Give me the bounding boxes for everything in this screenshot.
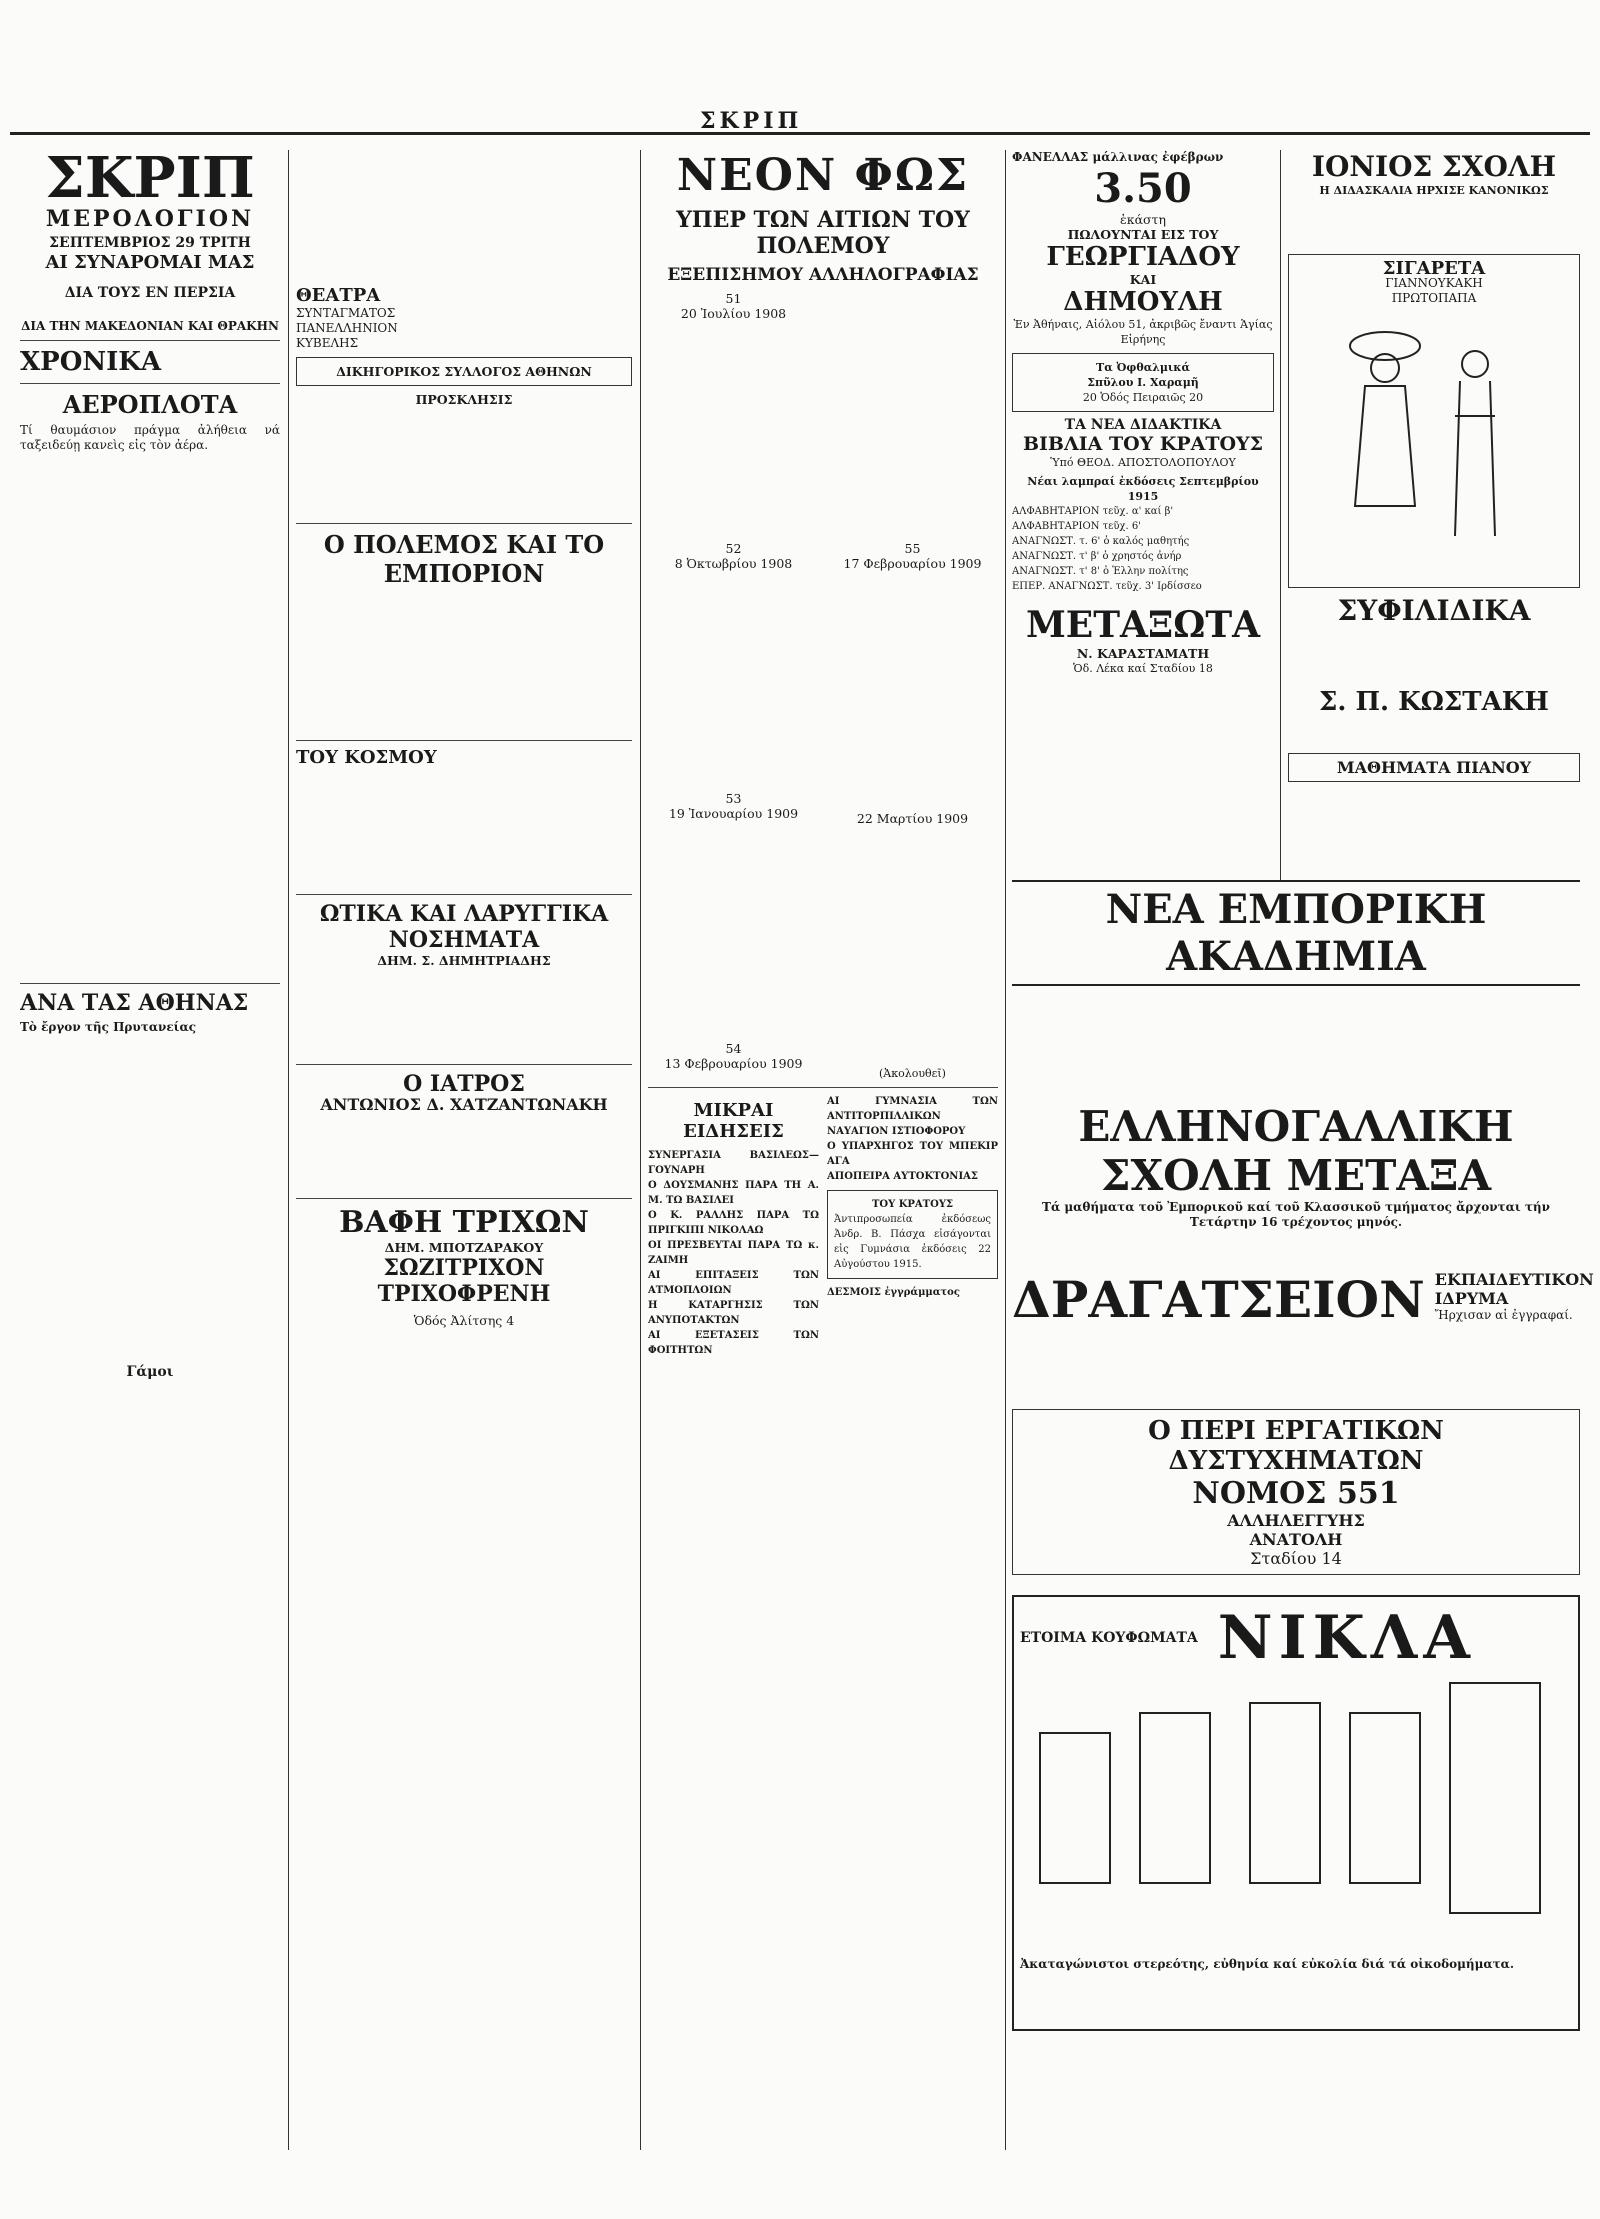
letter-body: [827, 571, 998, 811]
article-body: [296, 768, 632, 888]
theatre-item: ΠΑΝΕΛΛΗΝΙΟΝ: [296, 321, 398, 335]
column-5: [1288, 150, 1580, 870]
ad-title: ΜΕΤΑΞΩΤΑ: [1025, 604, 1261, 646]
ad-title: ΝΕΑ ΕΜΠΟΡΙΚΗ ΑΚΑΔΗΜΙΑ: [1012, 880, 1580, 986]
ad-body: Ἤρχισαν αἱ ἐγγραφαί.: [1434, 1308, 1573, 1322]
news-heading: Ο Κ. ΡΑΛΛΗΣ ΠΑΡΑ ΤΩ ΠΡΙΓΚΙΠΙ ΝΙΚΟΛΑΩ: [648, 1210, 819, 1236]
book-item: ΑΝΑΓΝΩΣΤ. τ. 6' ὁ καλός μαθητής: [1012, 536, 1190, 547]
notice-title: ΔΕΣΜΟΙΣ ἐγγράμματος: [827, 1287, 960, 1298]
ad-body: [1288, 717, 1580, 747]
ad-doctor: ΑΝΤΩΝΙΟΣ Δ. ΧΑΤΖΑΝΤΩΝΑΚΗ: [320, 1095, 608, 1114]
ad-shop: ΓΕΩΡΓΙΑΔΟΥ: [1046, 242, 1240, 272]
ad-body: [1288, 198, 1580, 248]
article-title: Ο ΠΟΛΕΜΟΣ ΚΑΙ ΤΟ ΕΜΠΟΡΙΟΝ: [323, 530, 605, 588]
ad-body: [1012, 1329, 1580, 1369]
calendar-subtitle: ΜΕΡΟΛΟΓΙΟΝ: [45, 206, 255, 232]
ad-doctor: ΔΗΜ. ΜΠΟΤΖΑΡΑΚΟΥ: [384, 1240, 544, 1255]
calendar-title: ΣΚΡΙΠ: [45, 150, 255, 211]
ad-body: [1288, 627, 1580, 687]
ad-title: ΣΥΦΙΛΙΔΙΚΑ: [1337, 594, 1531, 627]
illustration-couple: [1295, 306, 1565, 546]
letter-date: 8 Ὀκτωβρίου 1908: [674, 556, 793, 571]
ad-shop: ΔΗΜΟΥΛΗ: [1063, 287, 1223, 317]
book-item: ΑΝΑΓΝΩΣΤ. τ' 8' ὁ Ἑλλην πολίτης: [1012, 566, 1189, 577]
ad-title: ΣΙΓΑΡΕΤΑ: [1382, 258, 1486, 279]
column-1: [20, 150, 280, 2150]
ad-title: ΕΛΛΗΝΟΓΑΛΛΙΚΗ ΣΧΟΛΗ ΜΕΤΑΞΑ: [1078, 1102, 1514, 1200]
news-heading: Η ΚΑΤΑΡΓΗΣΙΣ ΤΩΝ ΑΝΥΠΟΤΑΚΤΩΝ: [648, 1300, 819, 1326]
ad-price: 3.50: [1094, 165, 1192, 212]
ad-shop: Ν. ΚΑΡΑΣΤΑΜΑΤΗ: [1076, 646, 1210, 661]
ad-product: ΤΡΙΧΟΦΡΕΝΗ: [377, 1281, 551, 1307]
letter-body: [648, 321, 819, 541]
notice-body: [296, 407, 632, 517]
ad-body: [296, 1112, 632, 1192]
ad-body: Τά μαθήματα τοῦ Ἐμπορικοῦ καί τοῦ Κλασσικοῦ τμήματος ἄρχονται τήν Τετάρτην 16 τρέχοντος μηνός.: [1042, 1200, 1550, 1229]
section-heading: ΑΙ ΣΥΝΑΡΟΜΑΙ ΜΑΣ: [45, 252, 255, 273]
book-item: ΑΛΦΑΒΗΤΑΡΙΟΝ τεῦχ. α' καί β': [1012, 506, 1174, 517]
article-body: [296, 594, 632, 734]
book-item: ΕΠΕΡ. ΑΝΑΓΝΩΣΤ. τεῦχ. 3' Ιρδίσσεο: [1012, 581, 1202, 592]
ad-doctor: Σπῦλου Ι. Χαραμῆ: [1087, 376, 1199, 389]
article-body: [20, 1035, 280, 1365]
ad-address: 20 Ὁδός Πειραιῶς 20: [1082, 391, 1204, 404]
letter-date: 22 Μαρτίου 1909: [856, 811, 969, 826]
letter-date: 19 Ἰανουαρίου 1909: [668, 806, 799, 821]
ad-address: Ὁδός Ἀλίτσης 4: [413, 1313, 515, 1328]
ad-line: Η ΔΙΔΑΣΚΑΛΙΑ ΗΡΧΙΣΕ ΚΑΝΟΝΙΚΩΣ: [1319, 184, 1549, 197]
letter-body: [648, 821, 819, 1041]
section-heading: ΔΙΑ ΤΟΥΣ ΕΝ ΠΕΡΣΙΑ: [64, 285, 236, 301]
ad-line: ΚΑΙ: [1129, 272, 1157, 287]
ad-heading: ΦΑΝΕΛΛΑΣ μάλλινας ἐφέβρων: [1012, 150, 1224, 164]
column-divider: [640, 150, 641, 2150]
article-subtitle: ΥΠΕΡ ΤΩΝ ΑΙΤΙΩΝ ΤΟΥ ΠΟΛΕΜΟΥ: [676, 207, 970, 259]
ad-title: ΒΑΦΗ ΤΡΙΧΩΝ: [339, 1205, 589, 1240]
ad-body: Ἀκαταγώνιστοι στερεότης, εὐθηνία καί εὐκολία διά τά οἰκοδομήματα.: [1020, 1957, 1515, 1971]
letter-date: 13 Φεβρουαρίου 1909: [664, 1056, 803, 1071]
ad-brand: ΠΡΩΤΟΠΑΠΑ: [1391, 291, 1477, 305]
ad-line: Νέαι λαμπραί ἐκδόσεις Σεπτεμβρίου 1915: [1027, 475, 1259, 503]
notice-title: ΔΙΚΗΓΟΡΙΚΟΣ ΣΥΛΛΟΓΟΣ ΑΘΗΝΩΝ: [296, 357, 632, 386]
column-divider: [1280, 150, 1281, 880]
column-divider: [1005, 150, 1006, 2150]
ad-company: ΑΝΑΤΟΛΗ: [1249, 1530, 1343, 1549]
news-heading: ΣΥΝΕΡΓΑΣΙΑ ΒΑΣΙΛΕΩΣ—ΓΟΥΝΑΡΗ: [648, 1150, 819, 1176]
ad-body: [296, 968, 632, 1058]
notice-title: ΤΟΥ ΚΡΑΤΟΥΣ: [871, 1199, 954, 1210]
continued-note: (Ἀκολουθεῖ): [879, 1067, 946, 1080]
ad-author: Ὑπό ΘΕΟΔ. ΑΠΟΣΤΟΛΟΠΟΥΛΟΥ: [1050, 456, 1236, 469]
ad-address: Ἐν Ἀθήναις, Αἰόλου 51, ἀκριβῶς ἔναντι Ἁγίας Εἰρήνης: [1013, 318, 1273, 346]
article-title: ΑΕΡΟΠΛΟΤΑ: [62, 390, 238, 419]
letter-number: 51: [725, 291, 742, 306]
theatre-item: ΣΥΝΤΑΓΜΑΤΟΣ: [296, 306, 396, 320]
theatre-item: ΚΥΒΕΛΗΣ: [296, 336, 359, 350]
masthead: [0, 0, 1600, 134]
article-title: ΝΕΟΝ ΦΩΣ: [676, 150, 970, 201]
section-heading: ΧΡΟΝΙΚΑ: [20, 347, 162, 377]
section-heading: ΤΟΥ ΚΟΣΜΟΥ: [296, 747, 437, 768]
ad-title: Ο ΙΑΤΡΟΣ: [403, 1071, 525, 1097]
article-text: Τὸ ἔργον τῆς Πρυτανείας: [20, 1020, 197, 1034]
section-heading: ΘΕΑΤΡΑ: [296, 285, 381, 306]
section-heading: ΑΝΑ ΤΑΣ ΑΘΗΝΑΣ: [20, 990, 249, 1016]
book-item: ΑΛΦΑΒΗΤΑΡΙΟΝ τεῦχ. 6': [1012, 521, 1141, 532]
ad-body: [1012, 992, 1580, 1032]
ad-brand: ΓΙΑΝΝΟΥΚΑΚΗ: [1385, 276, 1483, 290]
news-heading: ΟΙ ΠΡΕΣΒΕΥΤΑΙ ΠΑΡΑ ΤΩ κ. ΖΑΙΜΗ: [648, 1240, 819, 1266]
schedule-text: [296, 150, 632, 285]
letter-body: [648, 571, 819, 791]
ad-title: Ο ΠΕΡΙ ΕΡΓΑΤΙΚΩΝ ΔΥΣΤΥΧΗΜΑΤΩΝ: [1148, 1416, 1444, 1476]
news-heading: Ο ΔΟΥΣΜΑΝΗΣ ΠΑΡΑ ΤΗ Α. Μ. ΤΩ ΒΑΣΙΛΕΙ: [648, 1180, 819, 1206]
ad-heading: ΤΑ ΝΕΑ ΔΙΔΑΚΤΙΚΑ: [1064, 417, 1222, 433]
notice-body: Ἀντιπροσωπεία ἐκδόσεως Ἀνδρ. Β. Πάσχα εἰσάγονται εἰς Γυμνάσια ἐκδόσεις 22 Αὐγούστου 1915.: [834, 1214, 991, 1270]
letter-body: [827, 291, 998, 541]
news-heading: ΑΠΟΠΕΙΡΑ ΑΥΤΟΚΤΟΝΙΑΣ: [827, 1171, 978, 1182]
ad-subtitle: ΝΟΜΟΣ 551: [1192, 1476, 1400, 1511]
ad-title: ΔΡΑΓΑΤΣΕΙΟΝ: [1012, 1270, 1425, 1329]
letter-number: 54: [725, 1041, 742, 1056]
column-4: [1012, 150, 1274, 870]
letter-body: [827, 826, 998, 1066]
wide-ads: [1012, 880, 1594, 2160]
news-heading: ΝΑΥΑΓΙΟΝ ΙΣΤΙΟΦΟΡΟΥ: [827, 1126, 966, 1137]
ad-title: ΝΙΚΛΑ: [1217, 1603, 1476, 1673]
article-body: [20, 457, 280, 977]
news-heading: ΑΙ ΓΥΜΝΑΣΙΑ ΤΩΝ ΑΝΤΙΤΟΡΠΙΛΛΙΚΩΝ: [827, 1096, 998, 1122]
news-heading: ΑΙ ΕΞΕΤΑΣΕΙΣ ΤΩΝ ΦΟΙΤΗΤΩΝ: [648, 1330, 819, 1356]
ad-price-unit: ἑκάστη: [1120, 212, 1166, 227]
column-3: [648, 150, 998, 2150]
letter-number: 52: [725, 541, 742, 556]
ad-title: ΩΤΙΚΑ ΚΑΙ ΛΑΡΥΓΓΙΚΑ ΝΟΣΗΜΑΤΑ: [319, 901, 609, 953]
ad-address: Ὁδ. Λέκα καί Σταδίου 18: [1073, 662, 1213, 675]
ad-subtitle: ΕΚΠΑΙΔΕΥΤΙΚΟΝ ΙΔΡΥΜΑ: [1434, 1270, 1594, 1308]
letter-date: 20 Ἰουλίου 1908: [680, 306, 787, 321]
news-heading: Ο ΥΠΑΡΧΗΓΟΣ ΤΟΥ ΜΠΕΚΙΡ ΑΓΑ: [827, 1141, 998, 1167]
ad-doctor: Σ. Π. ΚΩΣΤΑΚΗ: [1319, 687, 1549, 717]
ad-doctor: ΔΗΜ. Σ. ΔΗΜΗΤΡΙΑΔΗΣ: [377, 953, 551, 968]
article-text: Τί θαυμάσιον πράγμα ἀλήθεια νά ταξειδεύῃ κανεὶς εἰς τὸν ἀέρα.: [20, 423, 280, 452]
notice-heading: ΠΡΟΣΚΛΗΣΙΣ: [415, 392, 513, 407]
ad-line: ΠΩΛΟΥΝΤΑΙ ΕΙΣ ΤΟΥ: [1067, 227, 1219, 242]
letter-date: 17 Φεβρουαρίου 1909: [843, 556, 982, 571]
letter-number: 53: [725, 791, 742, 806]
door-window-illustrations: [1020, 1673, 1560, 1953]
section-heading: Γάμοι: [126, 1364, 174, 1380]
ad-product: ΣΩΖΙΤΡΙΧΟΝ: [383, 1255, 545, 1281]
letter-number: 55: [904, 541, 921, 556]
newspaper-name: ΣΚΡΙΠ: [700, 108, 803, 134]
ad-company: ΑΛΛΗΛΕΓΓΥΗΣ: [1227, 1511, 1365, 1530]
masthead-rule: [10, 132, 1590, 135]
ad-title: ΜΑΘΗΜΑΤΑ ΠΙΑΝΟΥ: [1288, 753, 1580, 782]
book-list: [1012, 504, 1274, 594]
ad-title: ΙΟΝΙΟΣ ΣΧΟΛΗ: [1311, 150, 1557, 183]
section-heading: ΔΙΑ ΤΗΝ ΜΑΚΕΔΟΝΙΑΝ ΚΑΙ ΘΡΑΚΗΝ: [21, 319, 279, 333]
column-2: [296, 150, 632, 2150]
ad-subtitle: ΕΤΟΙΜΑ ΚΟΥΦΩΜΑΤΑ: [1020, 1630, 1198, 1646]
article-subtitle: ΕΞΕΠΙΣΗΜΟΥ ΑΛΛΗΛΟΓΡΑΦΙΑΣ: [667, 265, 979, 285]
ad-heading: Τα Ὀφθαλμικά: [1096, 361, 1190, 374]
calendar-date: ΣΕΠΤΕΜΒΡΙΟΣ 29 ΤΡΙΤΗ: [49, 235, 251, 251]
book-item: ΑΝΑΓΝΩΣΤ. τ' β' ὁ χρηστός ἀνήρ: [1012, 551, 1182, 562]
column-divider: [288, 150, 289, 2150]
news-heading: ΑΙ ΕΠΙΤΑΞΕΙΣ ΤΩΝ ΑΤΜΟΠΛΟΙΩΝ: [648, 1270, 819, 1296]
section-heading: ΜΙΚΡΑΙ ΕΙΔΗΣΕΙΣ: [683, 1100, 784, 1142]
ad-title: ΒΙΒΛΙΑ ΤΟΥ ΚΡΑΤΟΥΣ: [1022, 433, 1264, 455]
ad-address: Σταδίου 14: [1250, 1549, 1342, 1568]
